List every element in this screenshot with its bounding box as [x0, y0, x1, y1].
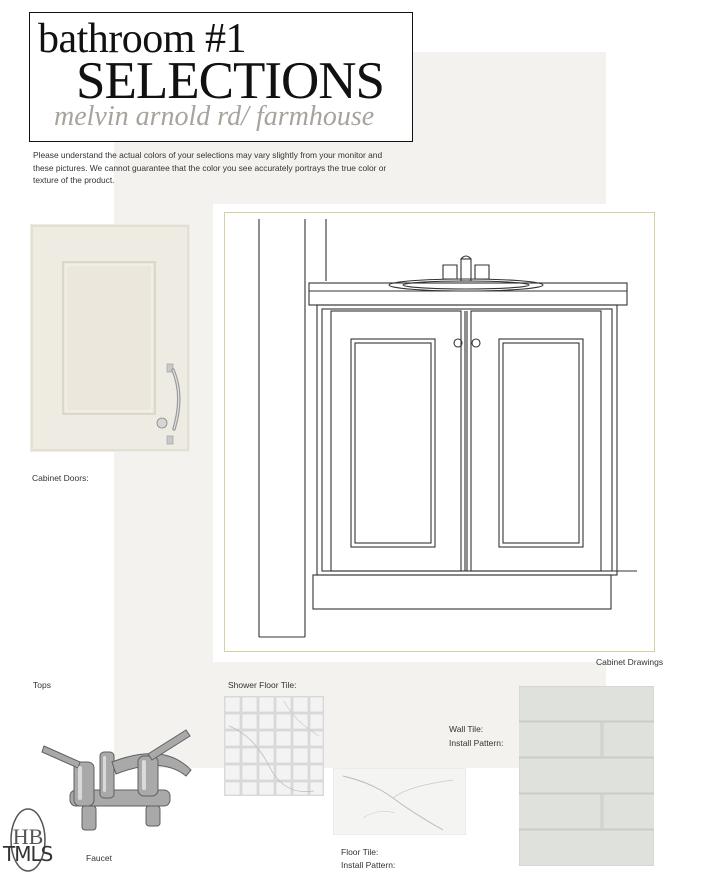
floor-install-pattern-label: Install Pattern: [341, 860, 396, 870]
faucet-label: Faucet [86, 853, 112, 863]
title-subtitle: melvin arnold rd/ farmhouse [54, 101, 375, 132]
disclaimer-text: Please understand the actual colors of your selections may vary slightly from your monitor and these pictures. We cannot guarantee that the color you see accurately portrays the true color or texture of the product. [33, 150, 387, 185]
mls-watermark: TMLS [3, 842, 53, 866]
floor-tile-image [333, 768, 466, 835]
cabinet-drawing-frame [224, 212, 655, 652]
wall-install-pattern-label: Install Pattern: [449, 738, 504, 748]
wall-tile-label: Wall Tile: [449, 724, 484, 734]
shower-floor-tile-image [224, 696, 324, 796]
tops-label: Tops [33, 680, 51, 690]
title-line-1: bathroom #1 [38, 16, 246, 62]
cabinet-drawings-label: Cabinet Drawings [596, 657, 664, 667]
cabinet-door-image [30, 224, 190, 452]
cabinet-doors-label: Cabinet Doors: [32, 473, 89, 483]
wall-tile-image [519, 686, 654, 866]
floor-tile-label: Floor Tile: [341, 847, 379, 857]
svg-text:HB: HB [12, 824, 44, 849]
shower-floor-tile-label: Shower Floor Tile: [228, 680, 297, 690]
faucet-image [36, 722, 198, 834]
vanity-line-drawing [225, 213, 656, 653]
title-block [29, 12, 413, 142]
title-line-2: SELECTIONS [76, 52, 384, 110]
